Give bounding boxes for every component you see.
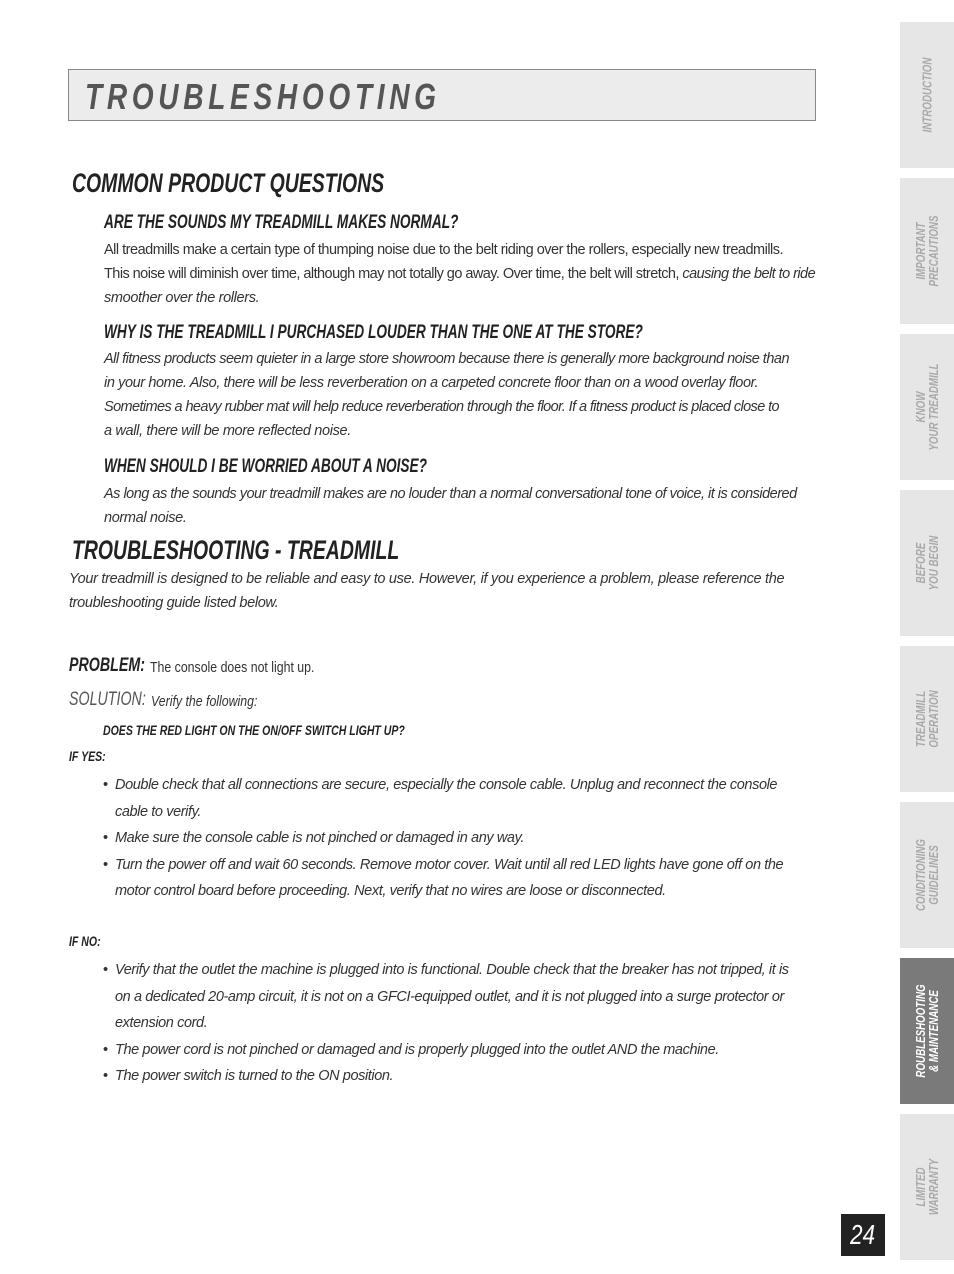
treadmill-heading: TROUBLESHOOTING - TREADMILL (72, 535, 400, 565)
if-no-label: IF NO: (69, 934, 101, 949)
if-yes-label: IF YES: (69, 749, 106, 764)
tab-before-you-begin[interactable] (900, 490, 954, 636)
answer-2-line-3: Sometimes a heavy rubber mat will help reduce reverberation through the floor. If a fitness product is placed close to (104, 399, 779, 415)
tab-label-line: CONDITIONING (913, 838, 928, 912)
tab-label-line: & MAINTENANCE (926, 990, 941, 1072)
list-item (103, 852, 803, 905)
question-3: WHEN SHOULD I BE WORRIED ABOUT A NOISE? (104, 456, 427, 477)
common-questions-heading: COMMON PRODUCT QUESTIONS (72, 168, 385, 198)
answer-1 (104, 238, 816, 310)
list-item-line: on a dedicated 20-amp circuit, it is not on a GFCI-equipped outlet, and it is not plugged into a surge protector or (115, 988, 784, 1005)
bullet: • (103, 830, 108, 846)
tab-label (914, 839, 940, 911)
list-item-line: cable to verify. (115, 803, 202, 820)
title-bar (68, 69, 816, 121)
tab-label-line: OPERATION (926, 690, 941, 748)
page-number (841, 1214, 885, 1256)
treadmill-intro-line-1: Your treadmill is designed to be reliable and easy to use. However, if you experience a problem, please reference the (69, 571, 785, 587)
answer-2 (104, 347, 798, 443)
answer-3-line-1: As long as the sounds your treadmill makes are no louder than a normal conversational tone of voice, it is considered (104, 486, 797, 502)
solution-text: Verify the following: (151, 694, 258, 710)
list-item (103, 1037, 803, 1064)
tab-introduction[interactable] (900, 22, 954, 168)
list-item-line: Double check that all connections are secure, especially the console cable. Unplug and reconnect the console (115, 777, 778, 793)
answer-2-line-1: All fitness products seem quieter in a large store showroom because there is generally more background noise than (104, 351, 790, 367)
tab-important-precautions[interactable] (900, 178, 954, 324)
tab-label-line: ROUBLESHOOTING (913, 984, 928, 1078)
list-item-line: The power switch is turned to the ON position. (115, 1068, 394, 1084)
tab-label (914, 363, 940, 450)
if-yes-list (103, 772, 803, 905)
tab-label-line: YOUR TREADMILL (926, 363, 941, 451)
if-no-list (103, 957, 803, 1090)
tab-label (914, 690, 940, 747)
answer-3 (104, 482, 798, 530)
list-item (103, 825, 803, 852)
bullet: • (103, 1041, 108, 1058)
list-item-line: Turn the power off and wait 60 seconds. Remove motor cover. Wait until all red LED lights have gone off on the (115, 856, 784, 873)
page-number-text: 24 (850, 1219, 876, 1250)
tab-label-line: LIMITED (913, 1167, 928, 1207)
tab-label-line: KNOW (913, 391, 928, 423)
question-2: WHY IS THE TREADMILL I PURCHASED LOUDER THAN THE ONE AT THE STORE? (104, 322, 643, 343)
tab-treadmill-operation[interactable] (900, 646, 954, 792)
tab-conditioning-guidelines[interactable] (900, 802, 954, 948)
tab-label (914, 216, 940, 287)
problem-label: PROBLEM: (69, 655, 145, 676)
question-1: ARE THE SOUNDS MY TREADMILL MAKES NORMAL? (104, 212, 459, 233)
answer-1-line-2 (104, 262, 816, 286)
tab-label-line: TREADMILL (913, 690, 928, 748)
tab-label-line: IMPORTANT (913, 222, 928, 280)
tab-label-line: BEFORE (913, 542, 928, 584)
list-item (103, 772, 803, 825)
tab-troubleshooting-maintenance[interactable] (900, 958, 954, 1104)
problem-text: The console does not light up. (150, 660, 315, 676)
tab-limited-warranty[interactable] (900, 1114, 954, 1260)
list-item-line: motor control board before proceeding. Next, verify that no wires are loose or disconnected. (115, 883, 666, 899)
bullet: • (103, 856, 108, 873)
treadmill-intro (69, 567, 799, 615)
answer-1-line-1: All treadmills make a certain type of thumping noise due to the belt riding over the rollers, especially new treadmills. (104, 242, 784, 258)
answer-2-line-2: in your home. Also, there will be less reverberation on a carpeted concrete floor than on a wood overlay floor. (104, 375, 759, 391)
answer-1-line-3: smoother over the rollers. (104, 290, 260, 306)
tab-label-line: YOU BEGIN (926, 535, 941, 591)
tab-label-line: INTRODUCTION (919, 57, 935, 133)
answer-2-line-4: a wall, there will be more reflected noise. (104, 423, 351, 439)
tab-label-line: WARRANTY (926, 1158, 941, 1216)
answer-1-line-2-italic: causing the belt to ride (678, 266, 816, 282)
tab-label (914, 984, 940, 1077)
tab-know-your-treadmill[interactable] (900, 334, 954, 480)
bullet: • (103, 962, 108, 978)
tab-label-line: PRECAUTIONS (926, 215, 941, 287)
tab-label-line: GUIDELINES (926, 845, 941, 905)
list-item-line: Make sure the console cable is not pinched or damaged in any way. (115, 830, 524, 846)
list-item (103, 1063, 803, 1090)
list-item-line: extension cord. (115, 1015, 208, 1031)
check-question: DOES THE RED LIGHT ON THE ON/OFF SWITCH LIGHT UP? (103, 723, 405, 738)
tab-label (914, 536, 940, 591)
list-item (103, 957, 803, 1037)
list-item-line: The power cord is not pinched or damaged and is properly plugged into the outlet AND the machine. (115, 1041, 719, 1058)
answer-3-line-2: normal noise. (104, 510, 187, 526)
tab-label (921, 58, 934, 133)
treadmill-intro-line-2: troubleshooting guide listed below. (69, 595, 279, 611)
tab-label (914, 1159, 940, 1215)
bullet: • (103, 1068, 108, 1084)
page-title: TROUBLESHOOTING (85, 76, 441, 117)
list-item-line: Verify that the outlet the machine is plugged into is functional. Double check that the breaker has not tripped, it is (115, 962, 789, 978)
bullet: • (103, 777, 108, 793)
solution-label: SOLUTION: (69, 689, 146, 710)
answer-1-line-2-plain: This noise will diminish over time, although may not totally go away. Over time, the belt will stretch, (104, 266, 679, 282)
